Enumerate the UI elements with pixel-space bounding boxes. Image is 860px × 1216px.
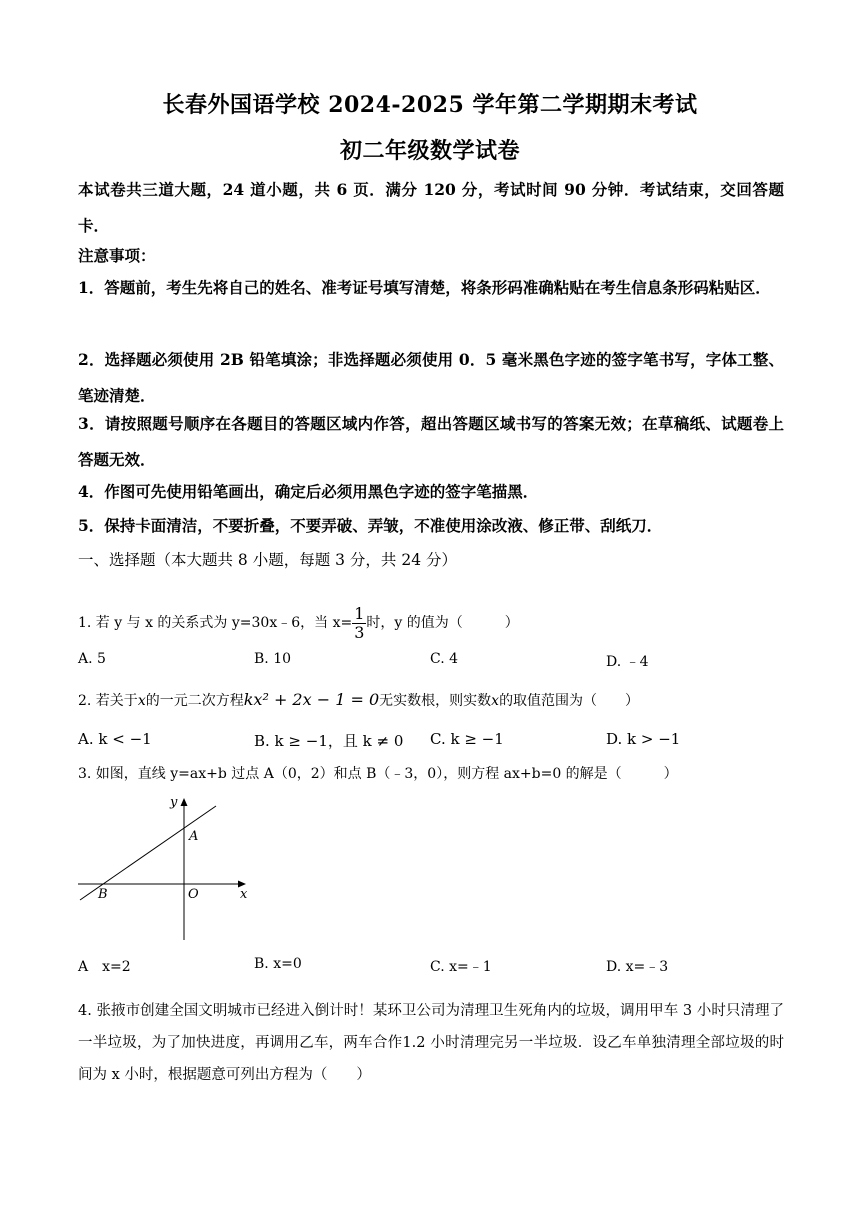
q2-option-b: B. k ≥ −1，且 k ≠ 0 xyxy=(254,732,404,750)
question-2 xyxy=(78,690,639,711)
question-2-text-b: 的一元二次方程 xyxy=(145,693,244,709)
q1-option-a: A. 5 xyxy=(78,651,106,667)
q1-option-c: C. 4 xyxy=(430,651,459,667)
section-1-heading: 一、选择题（本大题共 8 小题，每题 3 分，共 24 分） xyxy=(78,551,458,569)
label-point-a: A xyxy=(189,829,199,844)
subject-title: 初二年级数学试卷 xyxy=(339,138,520,164)
variable-x-2: x xyxy=(491,693,500,709)
note-item-5: 5．保持卡面清洁，不要折叠，不要弄破、弄皱，不准使用涂改液、修正带、刮纸刀． xyxy=(78,516,663,535)
school-title: 长春外国语学校 2024-2025 学年第二学期期末考试 xyxy=(162,92,698,118)
label-point-b: B xyxy=(98,887,108,902)
notes-heading: 注意事项： xyxy=(78,246,156,265)
q2-option-c: C. k ≥ −1 xyxy=(430,730,504,748)
line-y-ax-b xyxy=(80,806,216,900)
label-y: y xyxy=(170,795,178,810)
line-graph-figure xyxy=(74,790,260,945)
note-item-4: 4．作图可先使用铅笔画出，确定后必须用黑色字迹的签字笔描黑． xyxy=(78,482,539,501)
label-origin-o: O xyxy=(188,887,199,902)
question-2-text-d: 的取值范围为（ ） xyxy=(499,693,640,709)
q3-option-c: C. x=﹣1 xyxy=(430,959,492,975)
note-item-1: 1．答题前，考生先将自己的姓名、准考证号填写清楚，将条形码准确粘贴在考生信息条形码粘贴区． xyxy=(78,278,771,297)
question-3: 3. 如图，直线 y=ax+b 过点 A（0，2）和点 B（﹣3，0），则方程 ax+b=0 的解是（ ） xyxy=(78,766,678,782)
q1-option-d: D. ﹣4 xyxy=(606,654,649,670)
q3-option-a: A x=2 xyxy=(78,959,131,975)
variable-x: x xyxy=(137,693,146,709)
q3-option-b: B. x=0 xyxy=(254,956,302,972)
question-2-text-c: 无实数根，则实数 xyxy=(379,693,492,709)
q2-option-d: D. k > −1 xyxy=(606,730,681,748)
fraction-one-third xyxy=(352,605,366,642)
q1-option-b: B. 10 xyxy=(254,651,292,667)
question-1-text-b: 时，y 的值为（ ） xyxy=(366,615,519,631)
question-2-text-a: 2. 若关于 xyxy=(78,693,138,709)
label-x: x xyxy=(240,887,248,902)
note-item-3: 3．请按照题号顺序在各题目的答题区域内作答，超出答题区域书写的答案无效；在草稿纸、试题卷上答题无效． xyxy=(78,414,784,469)
quadratic-equation: kx² + 2x − 1 = 0 xyxy=(243,690,380,709)
question-4: 4. 张掖市创建全国文明城市已经进入倒计时！某环卫公司为清理卫生死角内的垃圾，调用甲车 3 小时只清理了一半垃圾，为了加快进度，再调用乙车，两车合作1.2 小时清理完另一半垃圾．设乙车单独清理全部垃圾的时间为 x 小时，根据题意可列出方程为（ ） xyxy=(78,1003,784,1083)
question-1-text-a: 1. 若 y 与 x 的关系式为 y=30x﹣6，当 x= xyxy=(78,615,353,631)
y-axis-arrow xyxy=(181,798,188,806)
q3-option-d: D. x=﹣3 xyxy=(606,959,669,975)
intro-paragraph: 本试卷共三道大题，24 道小题，共 6 页．满分 120 分，考试时间 90 分钟．考试结束，交回答题卡． xyxy=(78,180,784,235)
question-1 xyxy=(78,602,519,644)
q2-option-a: A. k < −1 xyxy=(78,730,152,748)
fraction-denominator: 3 xyxy=(354,622,365,642)
fraction-numerator: 1 xyxy=(354,603,365,623)
note-item-2: 2．选择题必须使用 2B 铅笔填涂；非选择题必须使用 0．5 毫米黑色字迹的签字笔书写，字体工整、笔迹清楚． xyxy=(78,350,784,405)
